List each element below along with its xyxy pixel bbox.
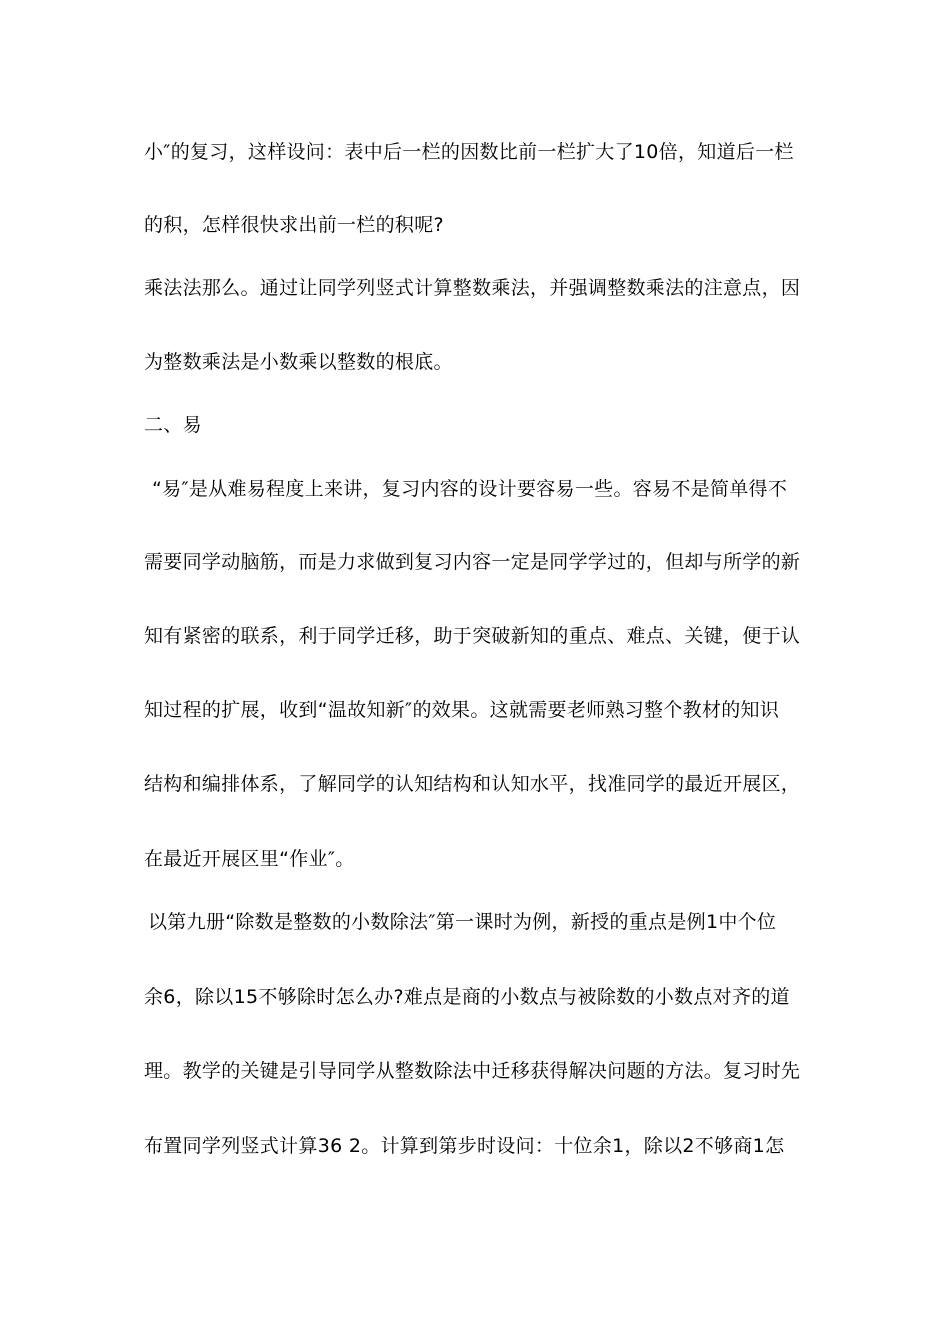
- text-line: 余6，除以15不够除时怎么办?难点是商的小数点与被除数的小数点对齐的道: [144, 986, 790, 1008]
- text-line: 结构和编排体系，了解同学的认知结构和认知水平，找准同学的最近开展区，: [144, 773, 801, 795]
- text-line: 为整数乘法是小数乘以整数的根底。: [144, 351, 453, 373]
- text-line: 小″的复习，这样设问：表中后一栏的因数比前一栏扩大了10倍，知道后一栏: [144, 141, 794, 163]
- text-line: 在最近开展区里“作业″。: [144, 848, 355, 870]
- section-heading: 二、易: [144, 414, 202, 436]
- text-line: 需要同学动脑筋，而是力求做到复习内容一定是同学学过的，但却与所学的新: [144, 551, 801, 573]
- text-line: 理。教学的关键是引导同学从整数除法中迁移获得解决问题的方法。复习时先: [144, 1060, 801, 1082]
- text-line: 以第九册“除数是整数的小数除法″第一课时为例，新授的重点是例1中个位: [148, 911, 777, 933]
- text-line: 知有紧密的联系，利于同学迁移，助于突破新知的重点、难点、关键，便于认: [144, 625, 801, 647]
- text-line: “易″是从难易程度上来讲，复习内容的设计要容易一些。容易不是简单得不: [152, 478, 788, 500]
- text-line: 布置同学列竖式计算36 2。计算到第步时设问：十位余1，除以2不够商1怎: [144, 1135, 785, 1157]
- text-line: 乘法法那么。通过让同学列竖式计算整数乘法，并强调整数乘法的注意点，因: [144, 277, 801, 299]
- text-line: 的积，怎样很快求出前一栏的积呢?: [144, 214, 444, 236]
- text-line: 知过程的扩展，收到“温故知新″的效果。这就需要老师熟习整个教材的知识: [144, 699, 780, 721]
